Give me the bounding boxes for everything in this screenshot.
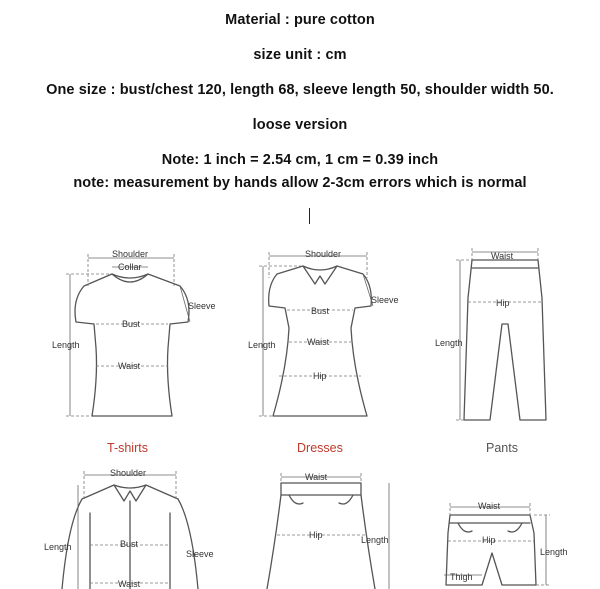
pants-diagram [430,238,590,463]
size-unit-line: size unit : cm [253,47,347,63]
pants-outline [464,260,546,420]
dress-length-label: Length [248,340,276,350]
tshirt-outline [75,274,189,416]
shorts-diagram [430,463,600,589]
measurement-note: note: measurement by hands allow 2-3cm errors which is normal [73,175,527,191]
skirt-waist-label: Waist [305,472,328,482]
tshirt-collar-label: Collar [118,262,142,272]
shorts-waist-label: Waist [478,501,501,511]
dress-hip-label: Hip [313,371,327,381]
material-line: Material : pure cotton [225,12,375,28]
shirt-sleeve-label: Sleeve [186,549,214,559]
dress-shoulder-label: Shoulder [305,249,342,259]
dress-waist-label: Waist [307,337,330,347]
skirt-diagram [245,463,415,589]
tshirt-diagram [40,238,230,463]
shirt-diagram [40,463,230,589]
shirt-waist-label: Waist [118,579,141,589]
loose-version-line: loose version [252,117,348,133]
shorts-length-label: Length [540,547,568,557]
pants-waist-label: Waist [491,251,514,261]
tshirt-caption: T-shirts [107,441,148,455]
conversion-note: Note: 1 inch = 2.54 cm, 1 cm = 0.39 inch [161,152,439,168]
shorts-hip-label: Hip [482,535,496,545]
skirt-waistband [281,483,361,495]
shirt-shoulder-label: Shoulder [110,468,147,478]
dress-bust-label: Bust [311,306,330,316]
skirt-outline [267,495,375,589]
one-size-line: One size : bust/chest 120, length 68, sleeve length 50, shoulder width 50. [46,82,554,98]
pants-caption: Pants [486,441,518,455]
tshirt-length-label: Length [52,340,80,350]
dress-sleeve-label: Sleeve [371,295,399,305]
pants-hip-label: Hip [496,298,510,308]
dress-caption: Dresses [297,441,343,455]
tshirt-shoulder-label: Shoulder [112,249,149,259]
skirt-length-label: Length [361,535,389,545]
shirt-bust-label: Bust [120,539,139,549]
tshirt-sleeve-label: Sleeve [188,301,216,311]
dress-diagram [245,238,415,463]
pants-length-label: Length [435,338,463,348]
skirt-hip-label: Hip [309,530,323,540]
text-caret [309,208,310,224]
tshirt-waist-label: Waist [118,361,141,371]
tshirt-bust-label: Bust [122,319,141,329]
shorts-thigh-label: Thigh [450,572,473,582]
shirt-length-label: Length [44,542,72,552]
